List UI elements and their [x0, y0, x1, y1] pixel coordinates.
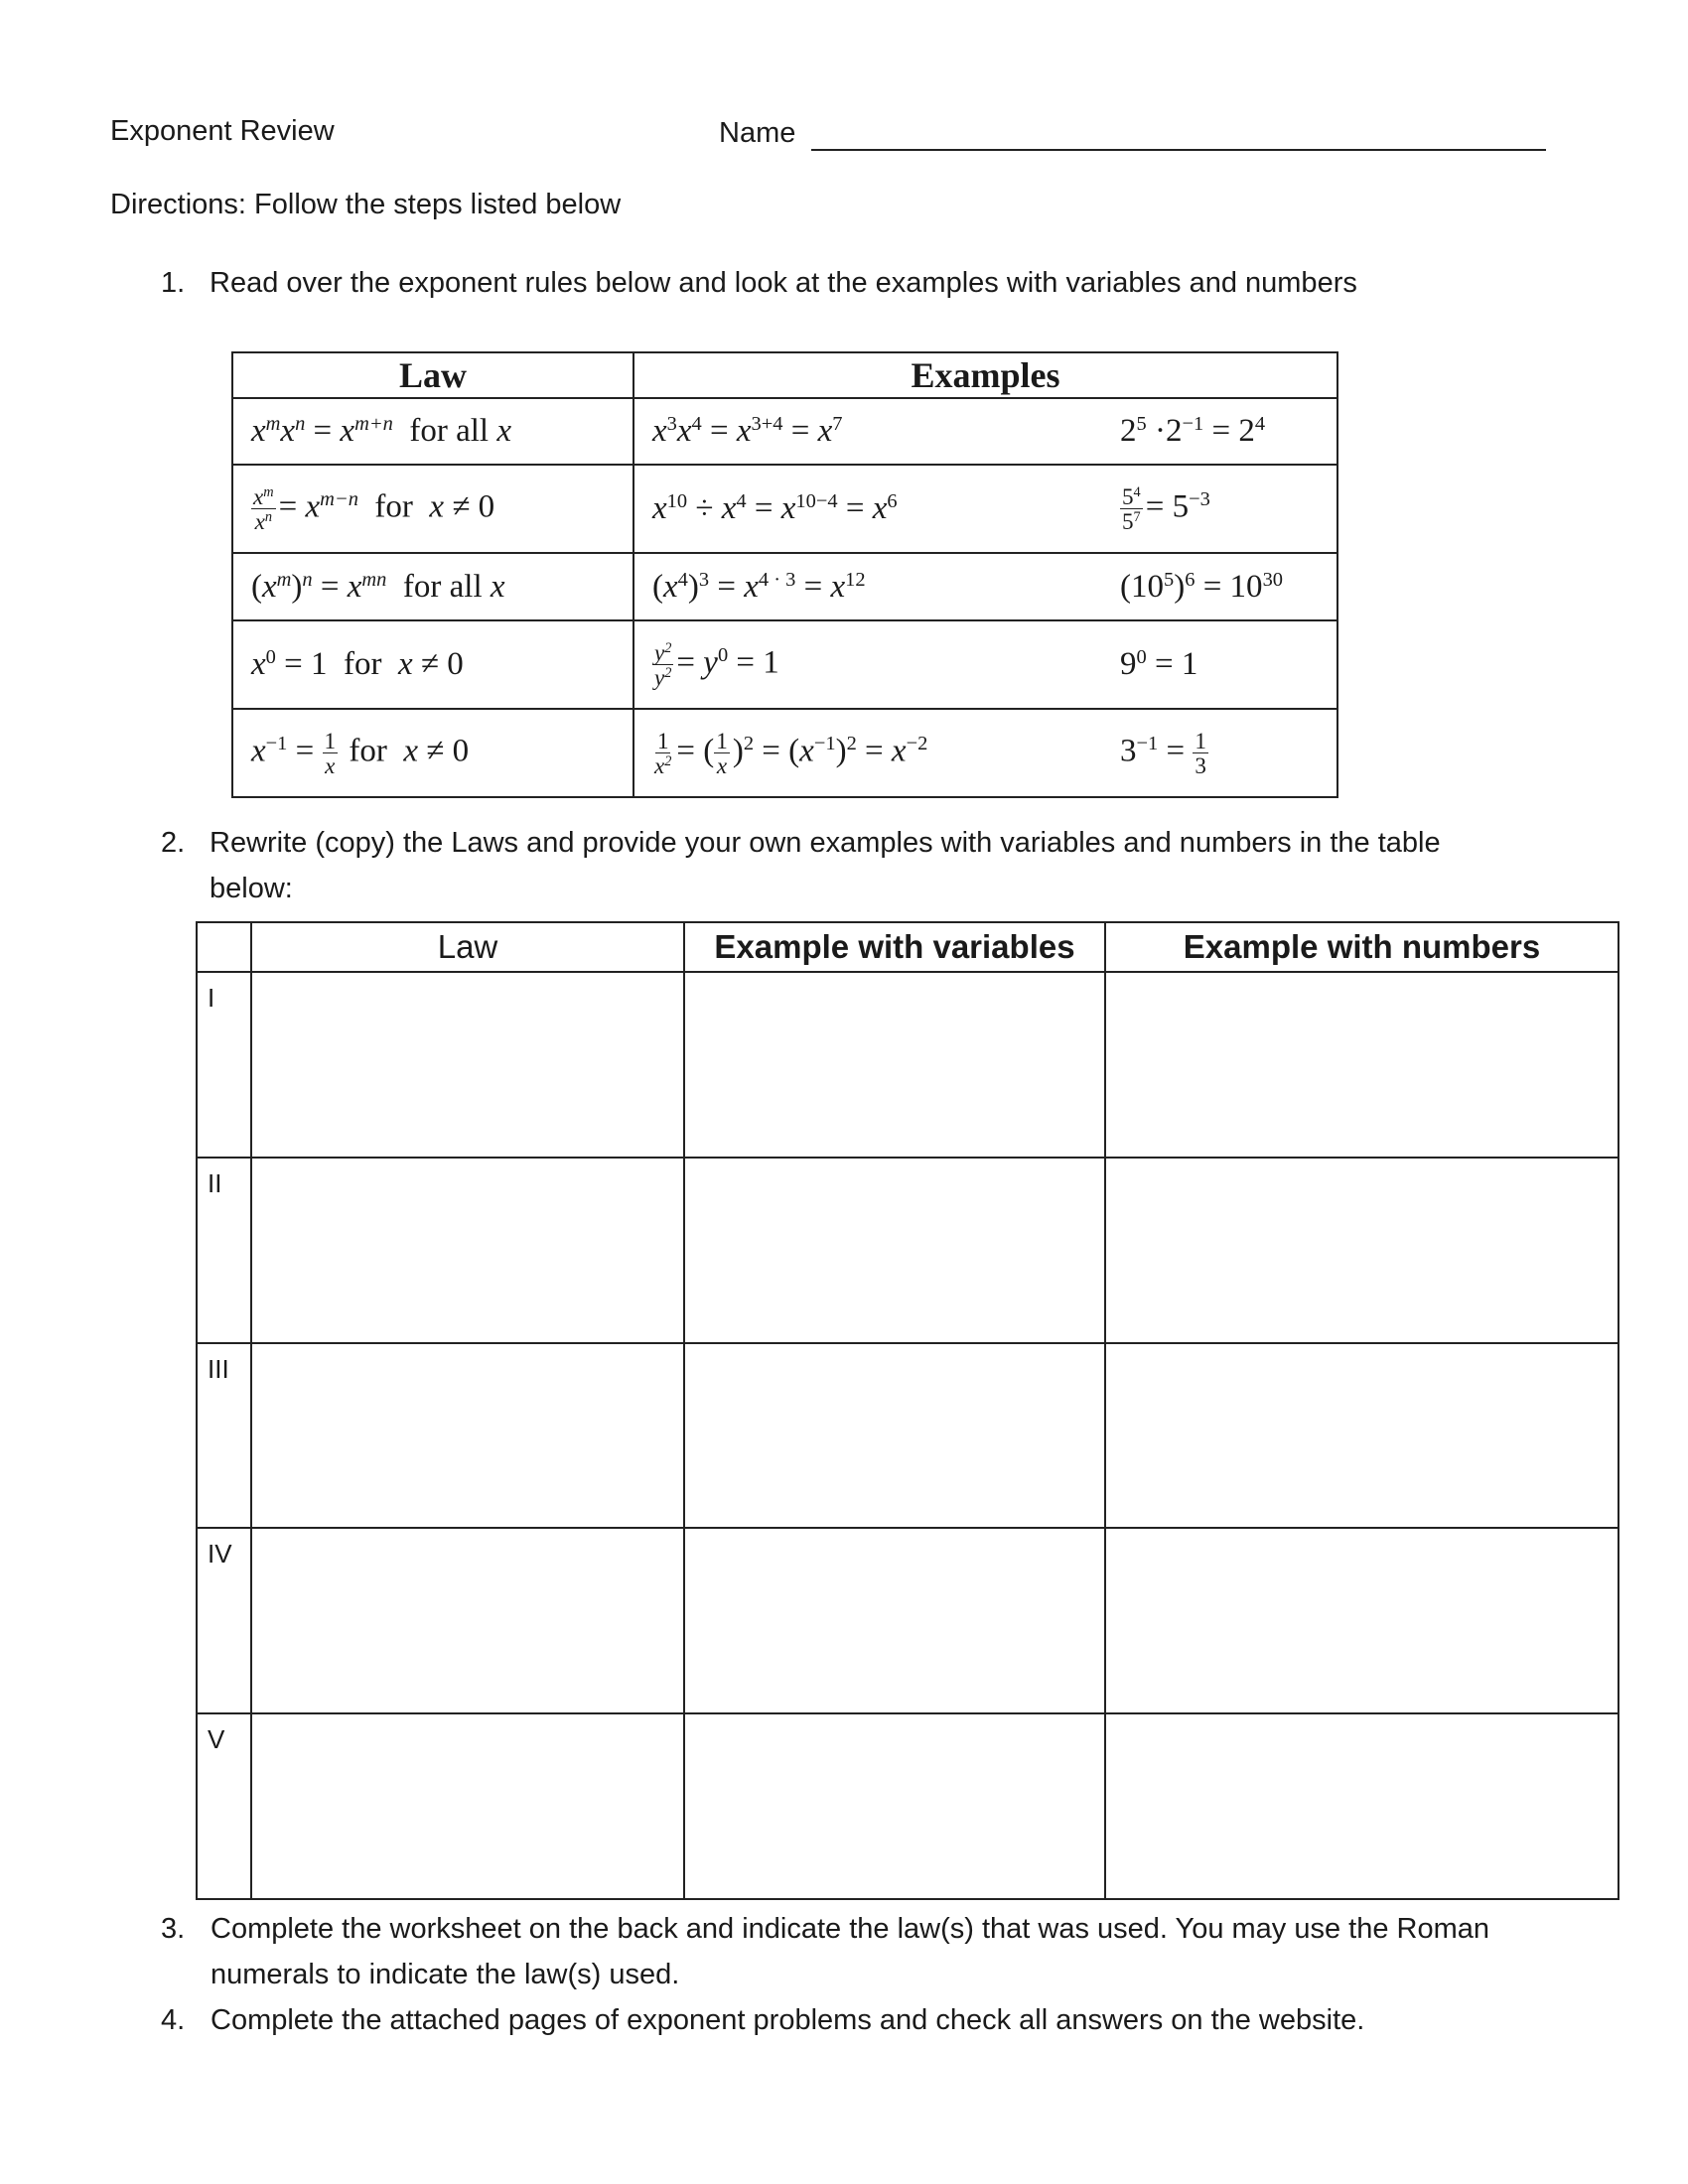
product-variable-example: $x^3x^4 = x^{3+4} = x^7$ [652, 412, 843, 450]
step-3-line-1: Complete the worksheet on the back and indicate the law(s) that was used. You may use the Roman [211, 1913, 1490, 1945]
quotient-variable-example: $x^{10} \div x^4 = x^{10-4} = x^6$ [652, 490, 898, 527]
number-example-cell[interactable] [1105, 1528, 1618, 1713]
practice-row [197, 1343, 1618, 1529]
step-1 [161, 260, 185, 306]
law-header: Law [232, 352, 633, 398]
law-entry-cell[interactable] [251, 972, 684, 1158]
variable-example-cell[interactable] [684, 1528, 1105, 1713]
number-example-cell[interactable] [1105, 1158, 1618, 1343]
quotient-number-example: $\frac{5^4}{5^7}$ = $5^{-3}$ [1122, 483, 1210, 535]
law-zero-rule: $x^0 = 1$ for x ≠ 0 [232, 620, 633, 709]
directions: Directions: Follow the steps listed below [110, 189, 622, 220]
law-column-header: Law [251, 922, 684, 972]
power-number-example: $(10^5)^6 = 10^{30}$ [1120, 568, 1283, 605]
numeral-header [197, 922, 251, 972]
practice-row [197, 1528, 1618, 1713]
numbers-column-header: Example with numbers [1105, 922, 1618, 972]
name-input-line[interactable] [811, 149, 1546, 151]
step-number: 1. [161, 267, 186, 299]
variables-column-header: Example with variables [684, 922, 1105, 972]
step-2-text [210, 820, 1441, 911]
product-number-example: $2^5 \cdot 2^{-1} = 2^4$ [1120, 412, 1266, 450]
law-row-negative [232, 709, 1337, 797]
power-variable-example: $(x^4)^3 = x^{4 \cdot 3} = x^{12}$ [652, 568, 866, 605]
zero-variable-example: $\frac{y^2}{y^2}$ = $y^0 = 1$ [654, 638, 779, 690]
examples-header: Examples [633, 352, 1337, 398]
law-row-power [232, 553, 1337, 619]
variable-example-cell[interactable] [684, 972, 1105, 1158]
law-entry-cell[interactable] [251, 1713, 684, 1899]
step-4-text: Complete the attached pages of exponent problems and check all answers on the website. [211, 2004, 1365, 2036]
practice-row [197, 1158, 1618, 1343]
law-entry-cell[interactable] [251, 1343, 684, 1529]
law-entry-cell[interactable] [251, 1528, 684, 1713]
practice-row [197, 972, 1618, 1158]
row-numeral: III [197, 1343, 251, 1529]
name-label: Name [719, 117, 796, 149]
practice-row [197, 1713, 1618, 1899]
step-2-line-2: below: [210, 873, 293, 904]
law-row-zero [232, 620, 1337, 709]
exponent-laws-table [231, 351, 1338, 798]
law-negative-rule: $x^{-1}$ = $\frac{1}{x}$ for x ≠ 0 [232, 709, 633, 797]
variable-example-cell[interactable] [684, 1713, 1105, 1899]
worksheet-title: Exponent Review [110, 115, 335, 147]
step-number: 3. [161, 1913, 186, 1945]
step-number: 4. [161, 2004, 186, 2036]
law-quotient-rule: $\frac{x^m}{x^n}$ = $x^{m-n}$ for x ≠ 0 [232, 465, 633, 553]
step-2-line-1: Rewrite (copy) the Laws and provide your own examples with variables and numbers in the table [210, 827, 1441, 859]
number-example-cell[interactable] [1105, 1713, 1618, 1899]
step-3 [161, 1906, 185, 1952]
row-numeral: I [197, 972, 251, 1158]
step-2 [161, 820, 185, 866]
step-1-text: Read over the exponent rules below and look at the examples with variables and numbers [210, 267, 1357, 299]
row-numeral: II [197, 1158, 251, 1343]
zero-number-example: $9^0 = 1$ [1120, 645, 1198, 682]
row-numeral: V [197, 1713, 251, 1899]
variable-example-cell[interactable] [684, 1158, 1105, 1343]
row-numeral: IV [197, 1528, 251, 1713]
law-entry-cell[interactable] [251, 1158, 684, 1343]
step-3-text [211, 1906, 1489, 1997]
negative-variable-example: $\frac{1}{x^2}$ = ( $\frac{1}{x}$ )$^2 = (x^{-1})^2 = x^{-2}$ [654, 727, 928, 778]
step-number: 2. [161, 827, 186, 859]
step-4 [161, 1997, 185, 2043]
variable-example-cell[interactable] [684, 1343, 1105, 1529]
step-3-line-2: numerals to indicate the law(s) used. [211, 1959, 680, 1990]
number-example-cell[interactable] [1105, 972, 1618, 1158]
law-product-rule: $x^mx^n = x^{m+n}$ for all x [232, 398, 633, 465]
law-row-product [232, 398, 1337, 465]
negative-number-example: $3^{-1}$ = $\frac{1}{3}$ [1120, 727, 1206, 778]
practice-table [196, 921, 1619, 1900]
law-power-rule: $(x^m)^n = x^{mn}$ for all x [232, 553, 633, 619]
law-row-quotient [232, 465, 1337, 553]
number-example-cell[interactable] [1105, 1343, 1618, 1529]
